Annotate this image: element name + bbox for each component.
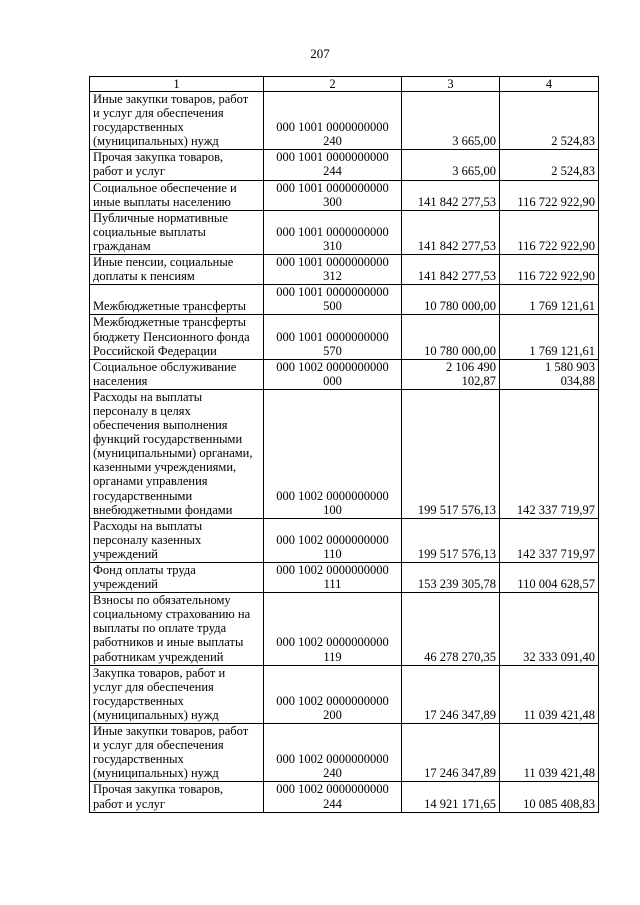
row-value-col4: 1 580 903 034,88	[500, 359, 599, 389]
row-code: 000 1001 0000000000 312	[264, 255, 402, 285]
row-code: 000 1001 0000000000 244	[264, 150, 402, 180]
row-code: 000 1001 0000000000 570	[264, 315, 402, 359]
header-col-2: 2	[264, 77, 402, 92]
page-number: 207	[310, 46, 330, 61]
table-row	[90, 593, 599, 665]
row-value-col4: 116 722 922,90	[500, 210, 599, 254]
row-value-col4: 142 337 719,97	[500, 389, 599, 518]
row-name: Публичные нормативные социальные выплаты гражданам	[90, 210, 264, 254]
table-row	[90, 255, 599, 285]
row-code: 000 1002 0000000000 000	[264, 359, 402, 389]
row-value-col4: 110 004 628,57	[500, 563, 599, 593]
table-row	[90, 563, 599, 593]
row-value-col4: 116 722 922,90	[500, 180, 599, 210]
row-value-col4: 142 337 719,97	[500, 518, 599, 562]
table-row	[90, 315, 599, 359]
table-row	[90, 92, 599, 150]
row-value-col3: 17 246 347,89	[402, 665, 500, 723]
row-name: Расходы на выплаты персоналу в целях обеспечения выполнения функций государственными (муниципальными) органами, казенными учреждениями, органами управления государственными внебюджетными фондами	[90, 389, 264, 518]
row-value-col3: 141 842 277,53	[402, 255, 500, 285]
budget-table	[89, 76, 599, 813]
row-name: Прочая закупка товаров, работ и услуг	[90, 782, 264, 812]
header-col-4: 4	[500, 77, 599, 92]
row-value-col3: 10 780 000,00	[402, 315, 500, 359]
row-value-col3: 153 239 305,78	[402, 563, 500, 593]
row-value-col3: 10 780 000,00	[402, 285, 500, 315]
row-name: Взносы по обязательному социальному страхованию на выплаты по оплате труда работников и иные выплаты работникам учреждений	[90, 593, 264, 665]
row-code: 000 1002 0000000000 110	[264, 518, 402, 562]
row-code: 000 1001 0000000000 300	[264, 180, 402, 210]
row-name: Социальное обеспечение и иные выплаты населению	[90, 180, 264, 210]
row-value-col4: 10 085 408,83	[500, 782, 599, 812]
row-value-col3: 46 278 270,35	[402, 593, 500, 665]
row-code: 000 1002 0000000000 100	[264, 389, 402, 518]
row-code: 000 1001 0000000000 310	[264, 210, 402, 254]
row-value-col3: 14 921 171,65	[402, 782, 500, 812]
row-name: Фонд оплаты труда учреждений	[90, 563, 264, 593]
row-code: 000 1002 0000000000 240	[264, 724, 402, 782]
table-row	[90, 210, 599, 254]
row-code: 000 1001 0000000000 240	[264, 92, 402, 150]
row-code: 000 1002 0000000000 244	[264, 782, 402, 812]
row-code: 000 1002 0000000000 119	[264, 593, 402, 665]
row-value-col3: 141 842 277,53	[402, 210, 500, 254]
row-name: Расходы на выплаты персоналу казенных учреждений	[90, 518, 264, 562]
row-value-col4: 1 769 121,61	[500, 285, 599, 315]
table-row	[90, 782, 599, 812]
row-value-col3: 199 517 576,13	[402, 518, 500, 562]
row-name: Межбюджетные трансферты	[90, 285, 264, 315]
row-value-col4: 1 769 121,61	[500, 315, 599, 359]
row-code: 000 1001 0000000000 500	[264, 285, 402, 315]
row-code: 000 1002 0000000000 200	[264, 665, 402, 723]
row-value-col4: 32 333 091,40	[500, 593, 599, 665]
row-name: Социальное обслуживание населения	[90, 359, 264, 389]
row-name: Межбюджетные трансферты бюджету Пенсионного фонда Российской Федерации	[90, 315, 264, 359]
table-row	[90, 389, 599, 518]
table-row	[90, 285, 599, 315]
row-code: 000 1002 0000000000 111	[264, 563, 402, 593]
table-row	[90, 665, 599, 723]
header-row	[90, 77, 599, 92]
table-row	[90, 724, 599, 782]
row-value-col3: 17 246 347,89	[402, 724, 500, 782]
row-value-col4: 2 524,83	[500, 150, 599, 180]
row-name: Прочая закупка товаров, работ и услуг	[90, 150, 264, 180]
row-value-col3: 2 106 490 102,87	[402, 359, 500, 389]
header-col-3: 3	[402, 77, 500, 92]
row-value-col3: 3 665,00	[402, 150, 500, 180]
row-name: Иные пенсии, социальные доплаты к пенсиям	[90, 255, 264, 285]
row-name: Иные закупки товаров, работ и услуг для обеспечения государственных (муниципальных) нужд	[90, 724, 264, 782]
row-value-col3: 3 665,00	[402, 92, 500, 150]
row-value-col4: 116 722 922,90	[500, 255, 599, 285]
row-value-col4: 2 524,83	[500, 92, 599, 150]
row-name: Иные закупки товаров, работ и услуг для обеспечения государственных (муниципальных) нужд	[90, 92, 264, 150]
row-name: Закупка товаров, работ и услуг для обеспечения государственных (муниципальных) нужд	[90, 665, 264, 723]
table-row	[90, 518, 599, 562]
table-row	[90, 180, 599, 210]
header-col-1: 1	[90, 77, 264, 92]
table-row	[90, 359, 599, 389]
row-value-col4: 11 039 421,48	[500, 665, 599, 723]
row-value-col3: 199 517 576,13	[402, 389, 500, 518]
table-row	[90, 150, 599, 180]
row-value-col4: 11 039 421,48	[500, 724, 599, 782]
row-value-col3: 141 842 277,53	[402, 180, 500, 210]
